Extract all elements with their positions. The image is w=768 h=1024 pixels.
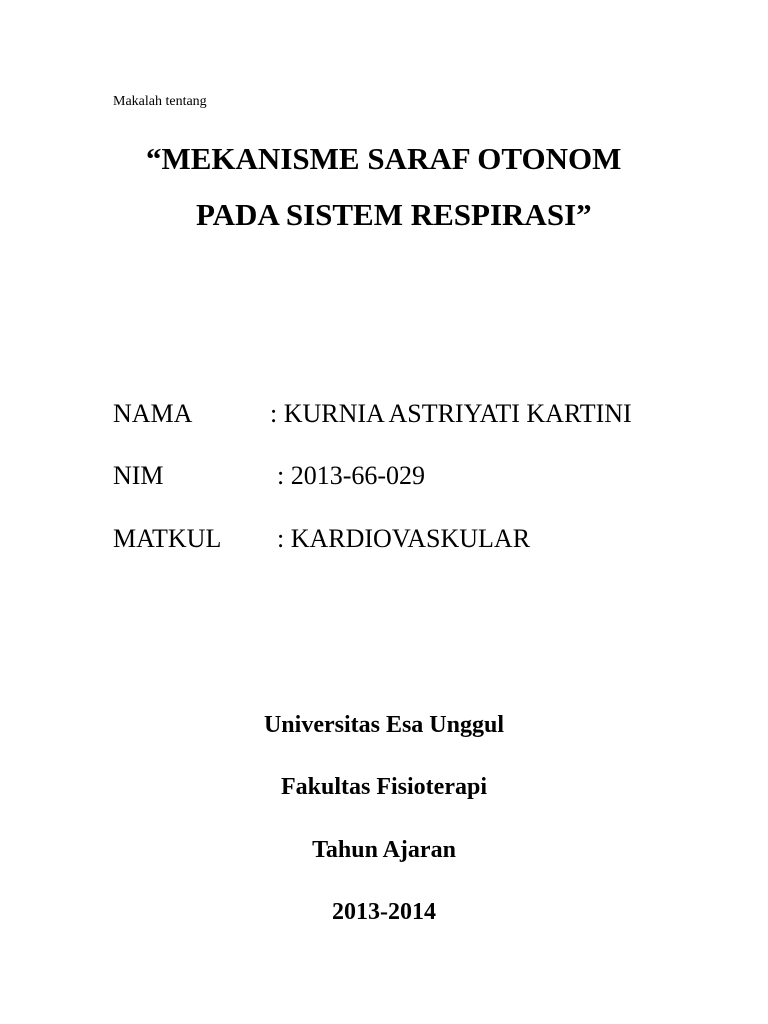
info-value-nama: : KURNIA ASTRIYATI KARTINI [270, 399, 632, 428]
info-label-nim: NIM [113, 461, 164, 490]
title-line-2: PADA SISTEM RESPIRASI” [196, 197, 592, 232]
university-name: Universitas Esa Unggul [263, 712, 505, 738]
info-value-nim: : 2013-66-029 [277, 461, 426, 490]
info-value-matkul: : KARDIOVASKULAR [277, 524, 531, 553]
faculty-name: Fakultas Fisioterapi [280, 774, 487, 800]
info-label-matkul: MATKUL [113, 524, 222, 553]
info-label-nama: NAMA [113, 399, 193, 428]
title-line-1: “MEKANISME SARAF OTONOM [146, 141, 622, 176]
academic-year: 2013-2014 [332, 899, 436, 925]
academic-year-label: Tahun Ajaran [312, 837, 456, 863]
intro-text: Makalah tentang [113, 94, 207, 109]
